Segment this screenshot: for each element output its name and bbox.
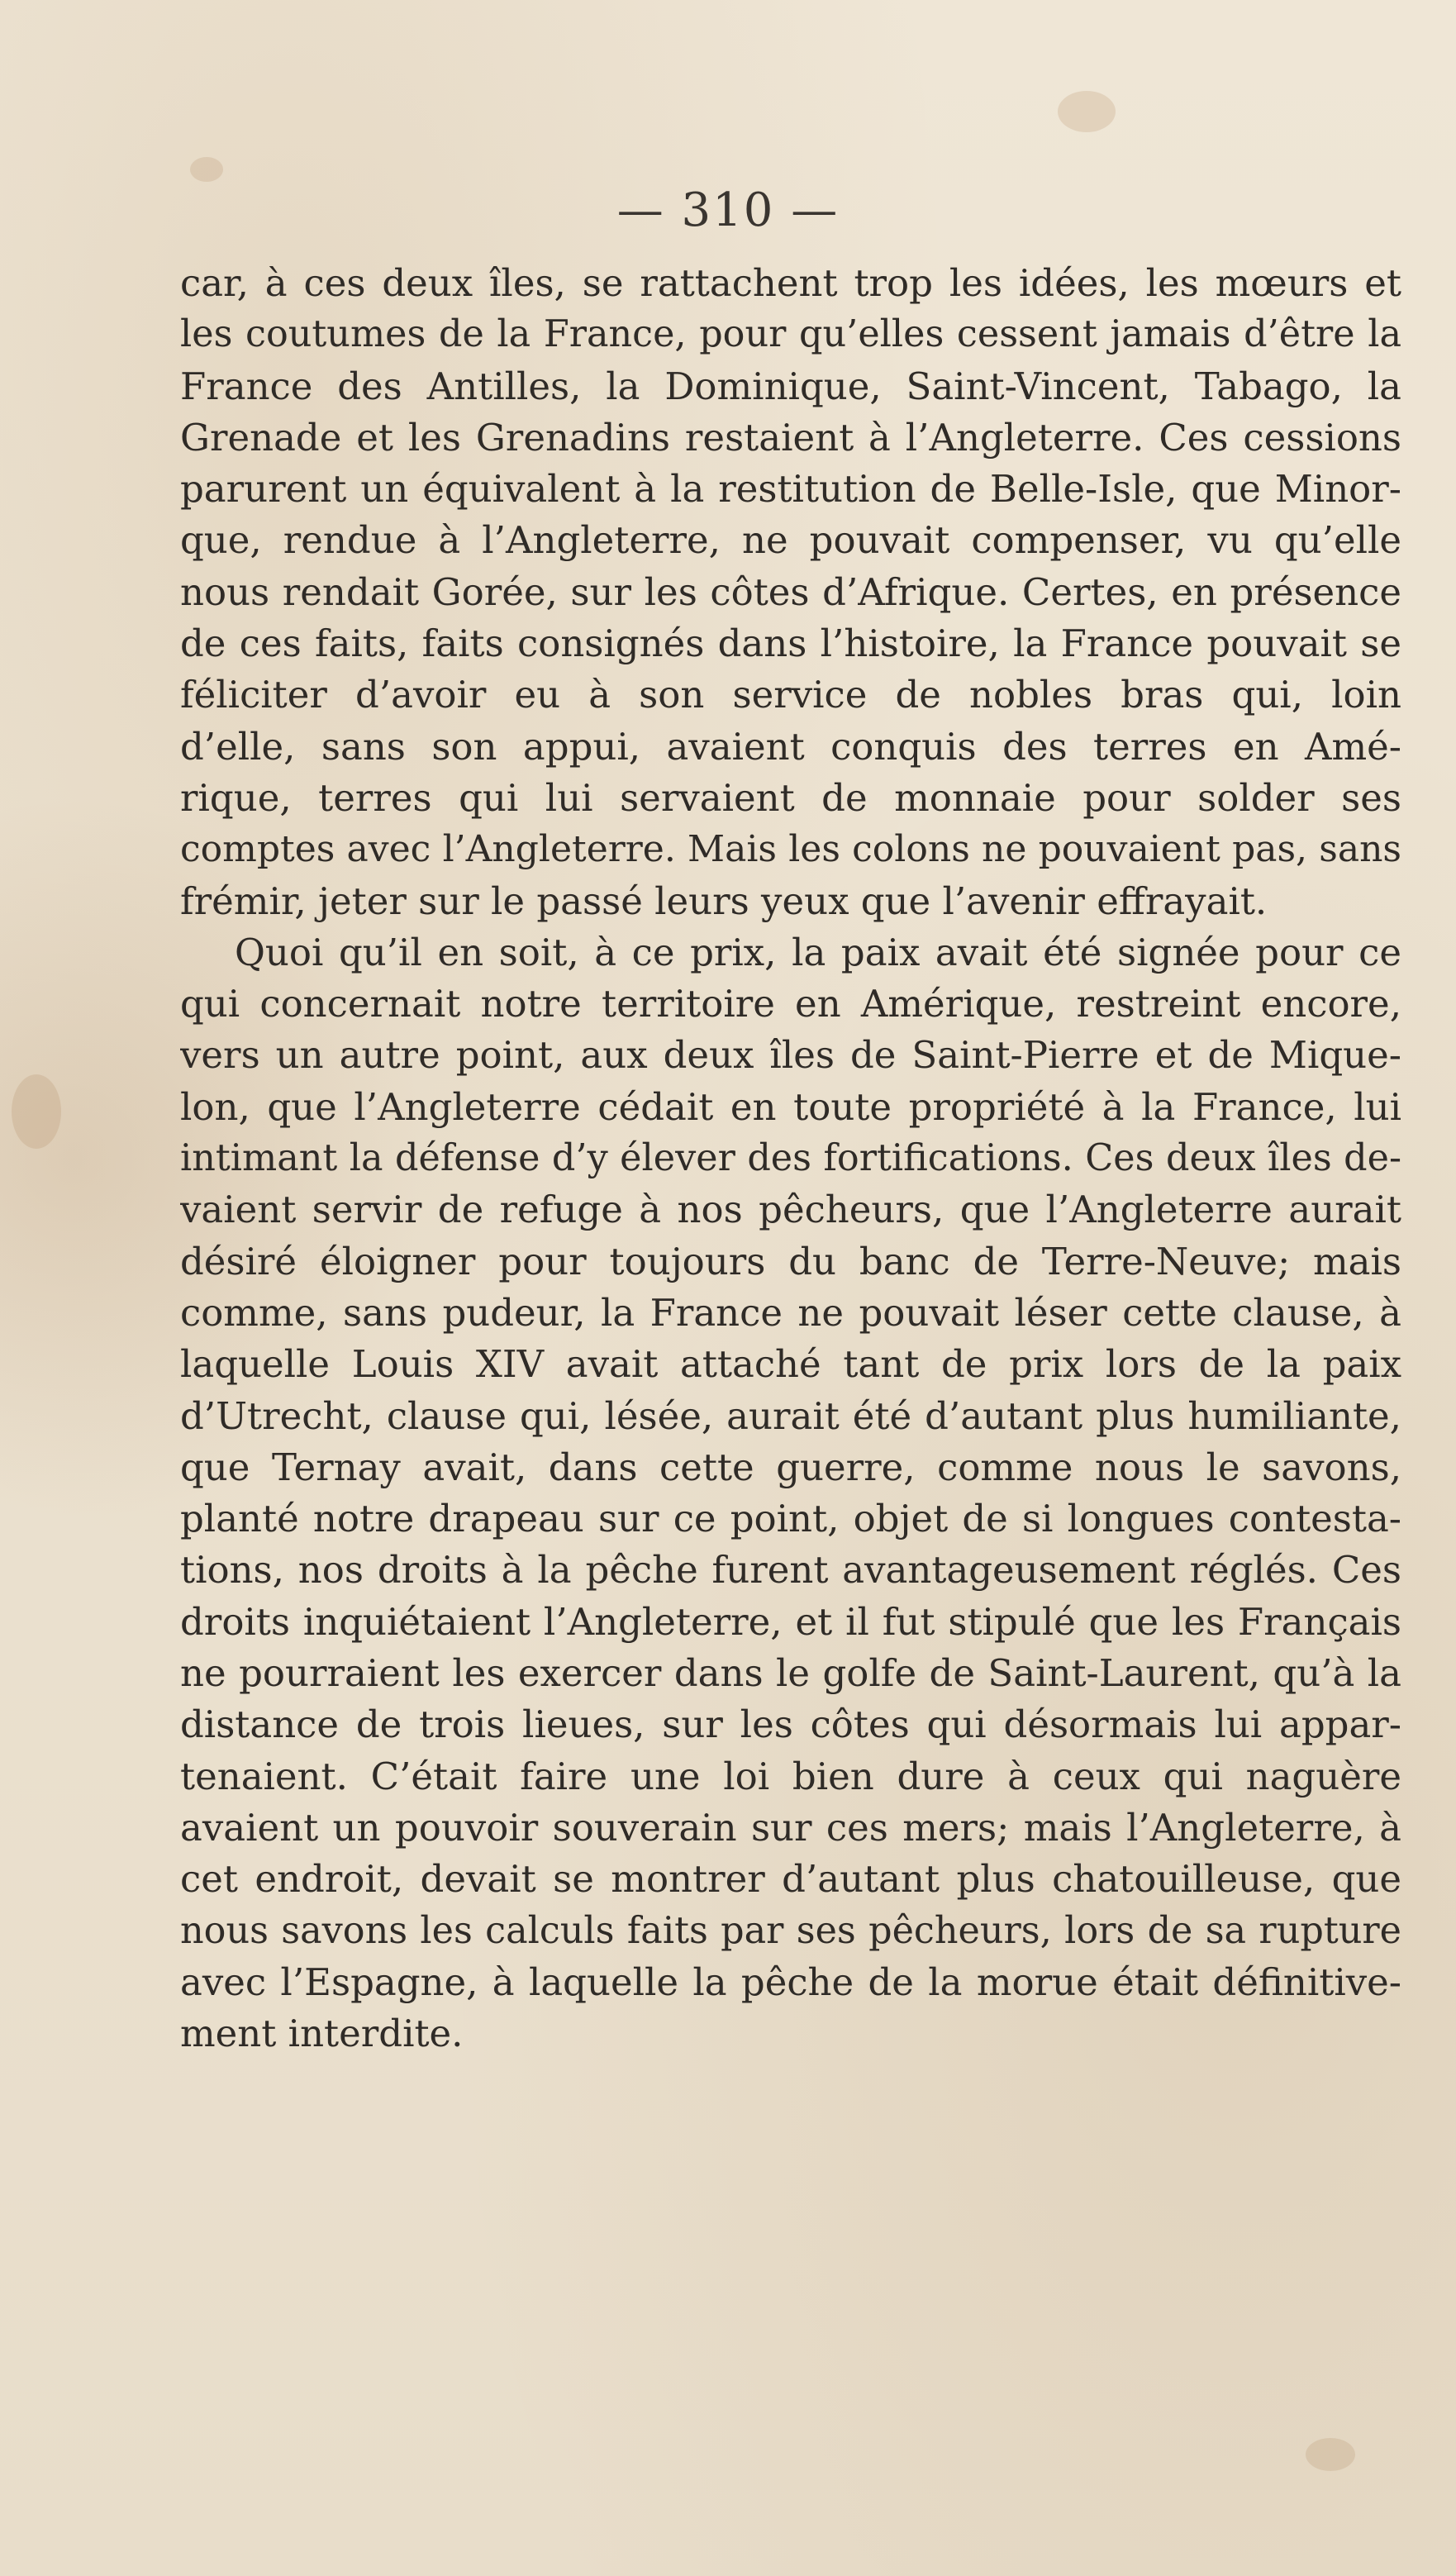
text-line: distance de trois lieues, sur les côtes qui désormais lui appar- (180, 1702, 1401, 1747)
text-line: nous rendait Gorée, sur les côtes d’Afrique. Certes, en présence (180, 569, 1401, 614)
text-line: que, rendue à l’Angleterre, ne pouvait compenser, vu qu’elle (180, 518, 1401, 563)
text-line: planté notre drapeau sur ce point, objet de si longues contesta- (180, 1497, 1401, 1541)
text-line: France des Antilles, la Dominique, Saint-Vincent, Tabago, la (180, 364, 1401, 408)
text-line: tions, nos droits à la pêche furent avantageusement réglés. Ces (180, 1548, 1401, 1593)
text-line: d’elle, sans son appui, avaient conquis des terres en Amé- (180, 724, 1401, 769)
text-line: comme, sans pudeur, la France ne pouvait léser cette clause, à (180, 1290, 1401, 1335)
text-line: frémir, jeter sur le passé leurs yeux que l’avenir effrayait. (180, 879, 1268, 923)
text-line: les coutumes de la France, pour qu’elles cessent jamais d’être la (180, 313, 1401, 356)
text-line: nous savons les calculs faits par ses pêcheurs, lors de sa rupture (180, 1909, 1401, 1952)
text-line: car, à ces deux îles, se rattachent trop les idées, les mœurs et (180, 261, 1401, 305)
paper-stain (12, 1074, 61, 1149)
paper-stain (1058, 91, 1116, 132)
text-line: avaient un pouvoir souverain sur ces mers; mais l’Angleterre, à (180, 1805, 1401, 1850)
text-line: de ces faits, faits consignés dans l’histoire, la France pouvait se (180, 621, 1401, 666)
text-line: vers un autre point, aux deux îles de Saint-Pierre et de Mique- (180, 1033, 1401, 1078)
body-text (180, 258, 1401, 2059)
text-line: ne pourraient les exercer dans le golfe de Saint-Laurent, qu’à la (180, 1651, 1401, 1696)
text-line: ment interdite. (180, 2012, 464, 2056)
page-number: — 310 — (616, 183, 840, 237)
text-line: intimant la défense d’y élever des fortifications. Ces deux îles de- (180, 1137, 1401, 1180)
text-line: d’Utrecht, clause qui, lésée, aurait été d’autant plus humiliante, (180, 1393, 1401, 1438)
text-line: laquelle Louis XIV avait attaché tant de prix lors de la paix (180, 1342, 1401, 1387)
text-line: qui concernait notre territoire en Amérique, restreint encore, (180, 982, 1401, 1026)
text-line: cet endroit, devait se montrer d’autant plus chatouilleuse, que (180, 1857, 1401, 1902)
text-line: désiré éloigner pour toujours du banc de Terre-Neuve; mais (180, 1239, 1401, 1283)
text-line: rique, terres qui lui servaient de monnaie pour solder ses (180, 775, 1401, 820)
text-line: tenaient. C’était faire une loi bien dure à ceux qui naguère (180, 1754, 1401, 1798)
text-line: vaient servir de refuge à nos pêcheurs, que l’Angleterre aurait (180, 1188, 1401, 1232)
text-line: comptes avec l’Angleterre. Mais les colons ne pouvaient pas, sans (180, 828, 1401, 871)
text-line: que Ternay avait, dans cette guerre, comme nous le savons, (180, 1445, 1401, 1489)
text-line: Grenade et les Grenadins restaient à l’Angleterre. Ces cessions (180, 415, 1401, 459)
text-line: lon, que l’Angleterre cédait en toute propriété à la France, lui (180, 1084, 1401, 1129)
paper-stain (190, 157, 223, 182)
paper-stain (1306, 2438, 1355, 2471)
paragraph-first-line: Quoi qu’il en soit, à ce prix, la paix avait été signée pour ce (235, 930, 1401, 974)
text-line: avec l’Espagne, à laquelle la pêche de la morue était définitive- (180, 1959, 1401, 2004)
text-line: féliciter d’avoir eu à son service de nobles bras qui, loin (180, 673, 1401, 717)
text-line: droits inquiétaient l’Angleterre, et il fut stipulé que les Français (180, 1599, 1401, 1644)
text-line: parurent un équivalent à la restitution de Belle-Isle, que Minor- (180, 467, 1401, 512)
